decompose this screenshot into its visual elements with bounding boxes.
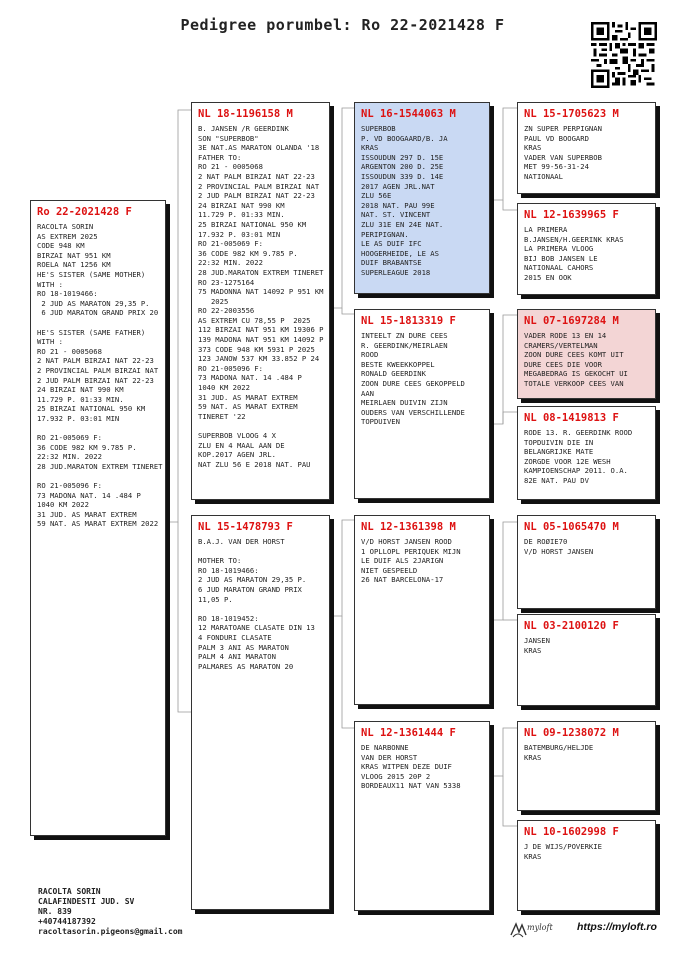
- website-link[interactable]: https://myloft.ro: [577, 921, 657, 933]
- ggp-fff-details: ZN SUPER PERPIGNAN PAUL VD BOOGARD KRAS VADER VAN SUPERBOB MET 99-56-31-24 NATIONAAL: [524, 124, 602, 181]
- paternal-grandfather-details: SUPERBOB P. VD BOOGAARD/B. JA KRAS ISSOUDUN 297 D. 15E ARGENTON 200 D. 25E ISSOUDUN 339 D. 14E 2017 AGEN JRL.NAT ZLU 56E 2018 NAT. PAU 99E NAT. ST. VINCENT ZLU 31E EN 24E NAT. PERIPIGNAN. LE AS DUIF IFC HOOGERHEIDE, LE AS DUIF BRABANTSE SUPERLEAGUE 2018: [361, 124, 448, 277]
- paternal-grandmother-details: INTEELT ZN DURE CEES R. GEERDINK/MEIRLAEN ROOD BESTE KWEEKKOPPEL RONALD GEERDINK ZOON DURE CEES GEKOPPELD AAN MEIRLAEN DUIVIN ZIJN OUDERS VAN VERSCHILLENDE TOPDUIVEN: [361, 331, 465, 427]
- maternal-grandmother-card: [354, 721, 490, 911]
- subject-ring-number: Ro 22-2021428 F: [37, 206, 132, 218]
- maternal-grandmother-ring-number: NL 12-1361444 F: [361, 727, 456, 739]
- ggp-mmf-details: BATEMBURG/HELJDE KRAS: [524, 743, 594, 762]
- ggp-mmm-card: [517, 820, 656, 911]
- ggp-fff-ring-number: NL 15-1705623 M: [524, 108, 619, 120]
- maternal-grandmother-details: DE NARBONNE VAN DER HORST KRAS WITPEN DEZE DUIF VLOOG 2015 20P 2 BORDEAUX11 NAT VAN 5338: [361, 743, 461, 791]
- paternal-grandmother-card: [354, 309, 490, 499]
- maternal-grandfather-card: [354, 515, 490, 705]
- mother-details: B.A.J. VAN DER HORST MOTHER TO: RO 18-1019466: 2 JUD AS MARATON 29,35 P. 6 JUD MARATON GRAND PRIX 11,05 P. RO 18-1019452: 12 MARATOANE CLASATE DIN 13 4 FONDURI CLASATE PALM 3 ANI AS MARATON PALM 4 ANI MARATON PALMARES AS MARATON 20: [198, 537, 315, 671]
- ggp-ffm-ring-number: NL 12-1639965 F: [524, 209, 619, 221]
- ggp-fmm-details: RODE 13. R. GEERDINK ROOD TOPDUIVIN DIE IN BELANGRIJKE MATE ZORGDE VOOR 12E WESH KAMPIOENSCHAP 2011. O.A. 82E NAT. PAU DV: [524, 428, 633, 485]
- paternal-grandfather-card: [354, 102, 490, 294]
- brand-logo-text: myloft: [527, 923, 553, 932]
- ggp-mff-details: DE ROØIE70 V/D HORST JANSEN: [524, 537, 594, 556]
- ggp-mmm-details: J DE WIJS/POVERKIE KRAS: [524, 842, 602, 861]
- father-ring-number: NL 18-1196158 M: [198, 108, 293, 120]
- ggp-mfm-details: JANSEN KRAS: [524, 636, 550, 655]
- subject-details: RACOLTA SORIN AS EXTREM 2025 CODE 948 KM BIRZAI NAT 951 KM ROELA NAT 1256 KM HE'S SISTER (SAME MOTHER) WITH : RO 18-1019466: 2 JUD AS MARATON 29,35 P. 6 JUD MARATON GRAND PRIX 20 HE'S SISTER (SAME FATHER) WITH : RO 21 - 0005068 2 NAT PALM BIRZAI NAT 22-23 2 PROVINCIAL PALM BIRZAI NAT 2 JUD PALM BIRZAI NAT 22-23 24 BIRZAI NAT 990 KM 11.729 P. 01:33 MIN. 25 BIRZAI NATIONAL 950 KM 17.932 P. 03:01 MIN RO 21-005069 F: 36 CODE 982 KM 9.785 P. 22:32 MIN. 2022 28 JUD.MARATON EXTREM TINERET RO 21-005096 F: 73 MADONA NAT. 14 .484 P 1040 KM 2022 31 JUD. AS MARAT EXTREM 59 NAT. AS MARAT EXTREM 2022: [37, 222, 163, 529]
- ggp-mmf-ring-number: NL 09-1238072 M: [524, 727, 619, 739]
- subject-card: [30, 200, 166, 836]
- ggp-fmm-card: [517, 406, 656, 500]
- ggp-ffm-details: LA PRIMERA B.JANSEN/H.GEERINK KRAS LA PRIMERA VLOOG BIJ BOB JANSEN LE NATIONAAL CAHORS 2015 EN OOK: [524, 225, 624, 282]
- ggp-fmf-details: VADER RODE 13 EN 14 CRAMERS/VERTELMAN ZOON DURE CEES KOMT UIT DURE CEES DIE VOOR MEGABEDRAG IS GEKOCHT UI TOTALE VERKOOP CEES VAN: [524, 331, 628, 388]
- ggp-mfm-card: [517, 614, 656, 706]
- ggp-mmf-card: [517, 721, 656, 811]
- ggp-fmf-card: [517, 309, 656, 399]
- ggp-fmm-ring-number: NL 08-1419813 F: [524, 412, 619, 424]
- ggp-ffm-card: [517, 203, 656, 295]
- paternal-grandmother-ring-number: NL 15-1813319 F: [361, 315, 456, 327]
- ggp-mfm-ring-number: NL 03-2100120 F: [524, 620, 619, 632]
- ggp-fff-card: [517, 102, 656, 194]
- maternal-grandfather-details: V/D HORST JANSEN ROOD 1 OPLLOPL PERIQUEK MIJN LE DUIF ALS 2JARIGN NIET GESPEELD 26 NAT BARCELONA-17: [361, 537, 461, 585]
- mother-ring-number: NL 15-1478793 F: [198, 521, 293, 533]
- maternal-grandfather-ring-number: NL 12-1361398 M: [361, 521, 456, 533]
- ggp-mff-card: [517, 515, 656, 609]
- ggp-mmm-ring-number: NL 10-1602998 F: [524, 826, 619, 838]
- mother-card: [191, 515, 330, 910]
- ggp-mff-ring-number: NL 05-1065470 M: [524, 521, 619, 533]
- father-details: B. JANSEN /R GEERDINK SON "SUPERBOB" 3E NAT.AS MARATON OLANDA '18 FATHER TO: RO 21 - 0005068 2 NAT PALM BIRZAI NAT 22-23 2 PROVINCIAL PALM BIRZAI NAT 2 JUD PALM BIRZAI NAT 22-23 24 BIRZAI NAT 990 KM 11.729 P. 01:33 MIN. 25 BIRZAI NATIONAL 950 KM 17.932 P. 03:01 MIN RO 21-005069 F: 36 CODE 982 KM 9.785 P. 22:32 MIN. 2022 28 JUD.MARATON EXTREM TINERET RO 23-1275164 75 MADONNA NAT 14092 P 951 KM 2025 RO 22-2003556 AS EXTREM CU 78,55 P 2025 112 BIRZAI NAT 951 KM 19306 P 139 MADONA NAT 951 KM 14092 P 373 CODE 948 KM 5931 P 2025 123 JANOW 537 KM 33.852 P 24 RO 21-005096 F: 73 MADONA NAT. 14 .484 P 1040 KM 2022 31 JUD. AS MARAT EXTREM 59 NAT. AS MARAT EXTREM TINERET '22 SUPERBOB VLOOG 4 X ZLU EN 4 MAAL AAN DE KOP.2017 AGEN JRL. NAT ZLU 56 E 2018 NAT. PAU: [198, 124, 324, 469]
- ggp-fmf-ring-number: NL 07-1697284 M: [524, 315, 619, 327]
- breeder-contact: RACOLTA SORIN CALAFINDESTI JUD. SV NR. 839 +40744187392 racoltasorin.pigeons@gmail.com: [38, 887, 183, 936]
- father-card: [191, 102, 330, 500]
- page-title: Pedigree porumbel: Ro 22-2021428 F: [180, 16, 505, 34]
- paternal-grandfather-ring-number: NL 16-1544063 M: [361, 108, 456, 120]
